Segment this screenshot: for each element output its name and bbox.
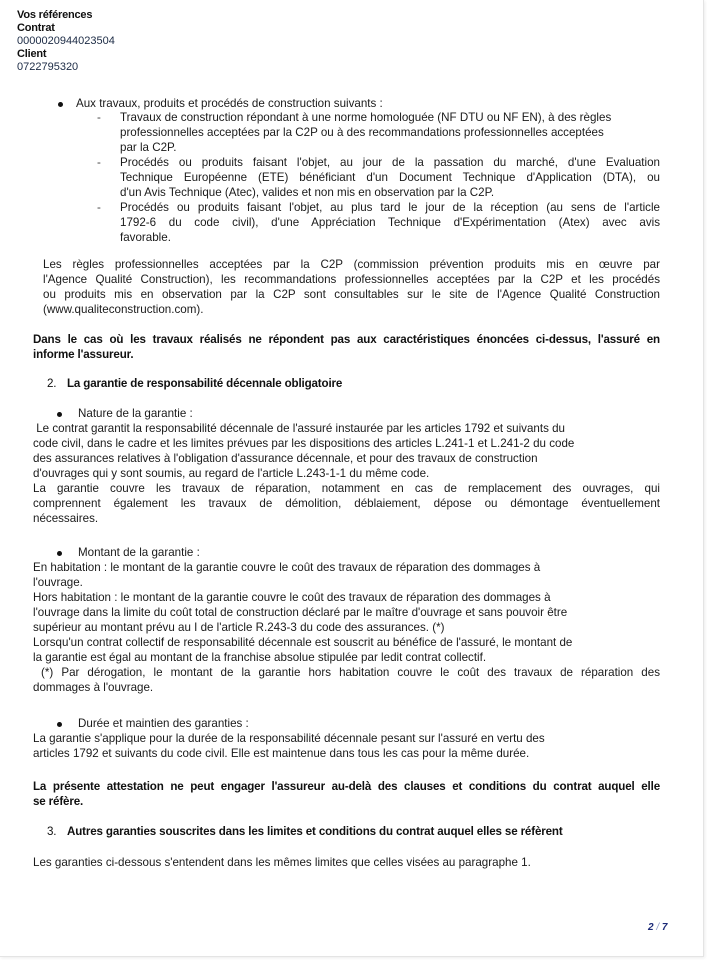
item-line: Travaux de construction répondant à une norme homologuée (NF DTU ou NF EN), à des règles xyxy=(120,111,612,124)
section-3-text: Les garanties ci-dessous s'entendent dans les mêmes limites que celles visées au paragraphe 1. xyxy=(33,856,531,869)
works-bullet-text: Aux travaux, produits et procédés de construction suivants : xyxy=(76,97,383,110)
dash-icon: - xyxy=(97,201,101,214)
bullet-icon xyxy=(57,722,62,727)
references-title: Vos références xyxy=(17,9,93,21)
dash-icon: - xyxy=(97,156,101,169)
c2p-paragraph: Les règles professionnelles acceptées par la C2P (commission prévention produits mis en œuvre par l'Agence Qualité Construction), les recommandations professionnelles acceptées par la C2P et les procédés ou produits mis en observation par la C2P sont consultables sur le site de l'Agence Qualité Construction (www.qualiteconstruction.com). xyxy=(43,258,660,316)
duree-paragraph: La garantie s'applique pour la durée de la responsabilité décennale pesant sur l'assuré en vertu des articles 1792 et suivants du code civil. Elle est maintenue dans tous les cas pour la même durée. xyxy=(33,732,545,760)
section-2-heading xyxy=(47,376,342,391)
works-item xyxy=(97,155,660,200)
contract-label: Contrat xyxy=(17,22,55,34)
client-number: 0722795320 xyxy=(17,61,79,73)
dash-icon: - xyxy=(97,111,101,124)
item-line: Procédés ou produits faisant l'objet, au plus tard le jour de la réception (au sens de l'article xyxy=(120,201,660,214)
page-current: 2 xyxy=(648,922,654,933)
item-line: 1792-6 du code civil), d'une Appréciation Technique d'Expérimentation (Atex) avec avis xyxy=(120,216,660,229)
duree-bullet xyxy=(57,716,249,731)
attestation-paragraph: La présente attestation ne peut engager l'assureur au-delà des clauses et conditions du contrat auquel elle se réfère. xyxy=(33,780,660,808)
bullet-icon xyxy=(58,102,63,107)
item-line: d'un Avis Technique (Atec), valides et non mis en observation par la C2P. xyxy=(120,186,495,199)
item-line: professionnelles acceptées par la C2P ou à des recommandations professionnelles acceptées xyxy=(120,126,604,139)
works-item xyxy=(97,110,660,155)
contract-number: 0000020944023504 xyxy=(17,35,115,47)
section-2-title: La garantie de responsabilité décennale obligatoire xyxy=(67,377,343,390)
works-bullet xyxy=(58,96,383,111)
nature-paragraph: Le contrat garantit la responsabilité décennale de l'assuré instaurée par les articles 1792 et suivants du code civil, dans le cadre et les limites prévues par les dispositions des articles L.241-1 et L.241-2 du code des assurances relatives à l'obligation d'assurance décennale, et pour des travaux de construction d'ouvrages qui y sont soumis, au regard de l'article L.243-1-1 du même code. La garantie couvre les travaux de réparation, notamment en cas de remplacement des ouvrages, qui comprennent également les travaux de démolition, déblaiement, dépose ou démontage éventuellement nécessaires. xyxy=(33,422,660,525)
client-label: Client xyxy=(17,48,47,60)
website-link-text: (www.qualiteconstruction.com). xyxy=(43,303,204,316)
montant-heading: Montant de la garantie : xyxy=(78,546,200,559)
item-line: par la C2P. xyxy=(120,141,177,154)
bullet-icon xyxy=(57,412,62,417)
warning-paragraph: Dans le cas où les travaux réalisés ne répondent pas aux caractéristiques énoncées ci-dessus, l'assuré en informe l'assureur. xyxy=(33,333,660,361)
works-list xyxy=(97,110,660,245)
section-3-title: Autres garanties souscrites dans les limites et conditions du contrat auquel elles se réfèrent xyxy=(67,825,563,838)
section-3-heading xyxy=(47,824,563,839)
montant-bullet xyxy=(57,545,200,560)
page-number xyxy=(648,920,667,935)
section-3-number: 3. xyxy=(47,825,57,838)
bullet-icon xyxy=(57,551,62,556)
section-2-number: 2. xyxy=(47,377,57,390)
item-line: Procédés ou produits faisant l'objet, au jour de la passation du marché, d'une Evaluation xyxy=(120,156,660,169)
item-line: Technique Européenne (ETE) bénéficiant d'un Document Technique d'Application (DTA), ou xyxy=(120,171,660,184)
nature-bullet xyxy=(57,406,193,421)
nature-heading: Nature de la garantie : xyxy=(78,407,193,420)
page-separator: / xyxy=(656,922,660,933)
works-item xyxy=(97,200,660,245)
references-block xyxy=(17,9,115,74)
duree-heading: Durée et maintien des garanties : xyxy=(78,717,249,730)
montant-paragraph: En habitation : le montant de la garantie couvre le coût des travaux de réparation des dommages à l'ouvrage. Hors habitation : le montant de la garantie couvre le coût des travaux de réparation des dommages à l'ouvrage dans la limite du coût total de construction déclaré par le maître d'ouvrage et sans pouvoir être supérieur au montant prévu au I de l'article R.243-3 du code des assurances. (*) Lorsqu'un contrat collectif de responsabilité décennale est souscrit au bénéfice de l'assuré, le montant de la garantie est égal au montant de la franchise absolue stipulée par ledit contrat collectif. (*) Par dérogation, le montant de la garantie hors habitation couvre le coût des travaux de réparation des dommages à l'ouvrage. xyxy=(33,561,660,694)
page-total: 7 xyxy=(661,922,668,933)
item-line: favorable. xyxy=(120,231,171,244)
